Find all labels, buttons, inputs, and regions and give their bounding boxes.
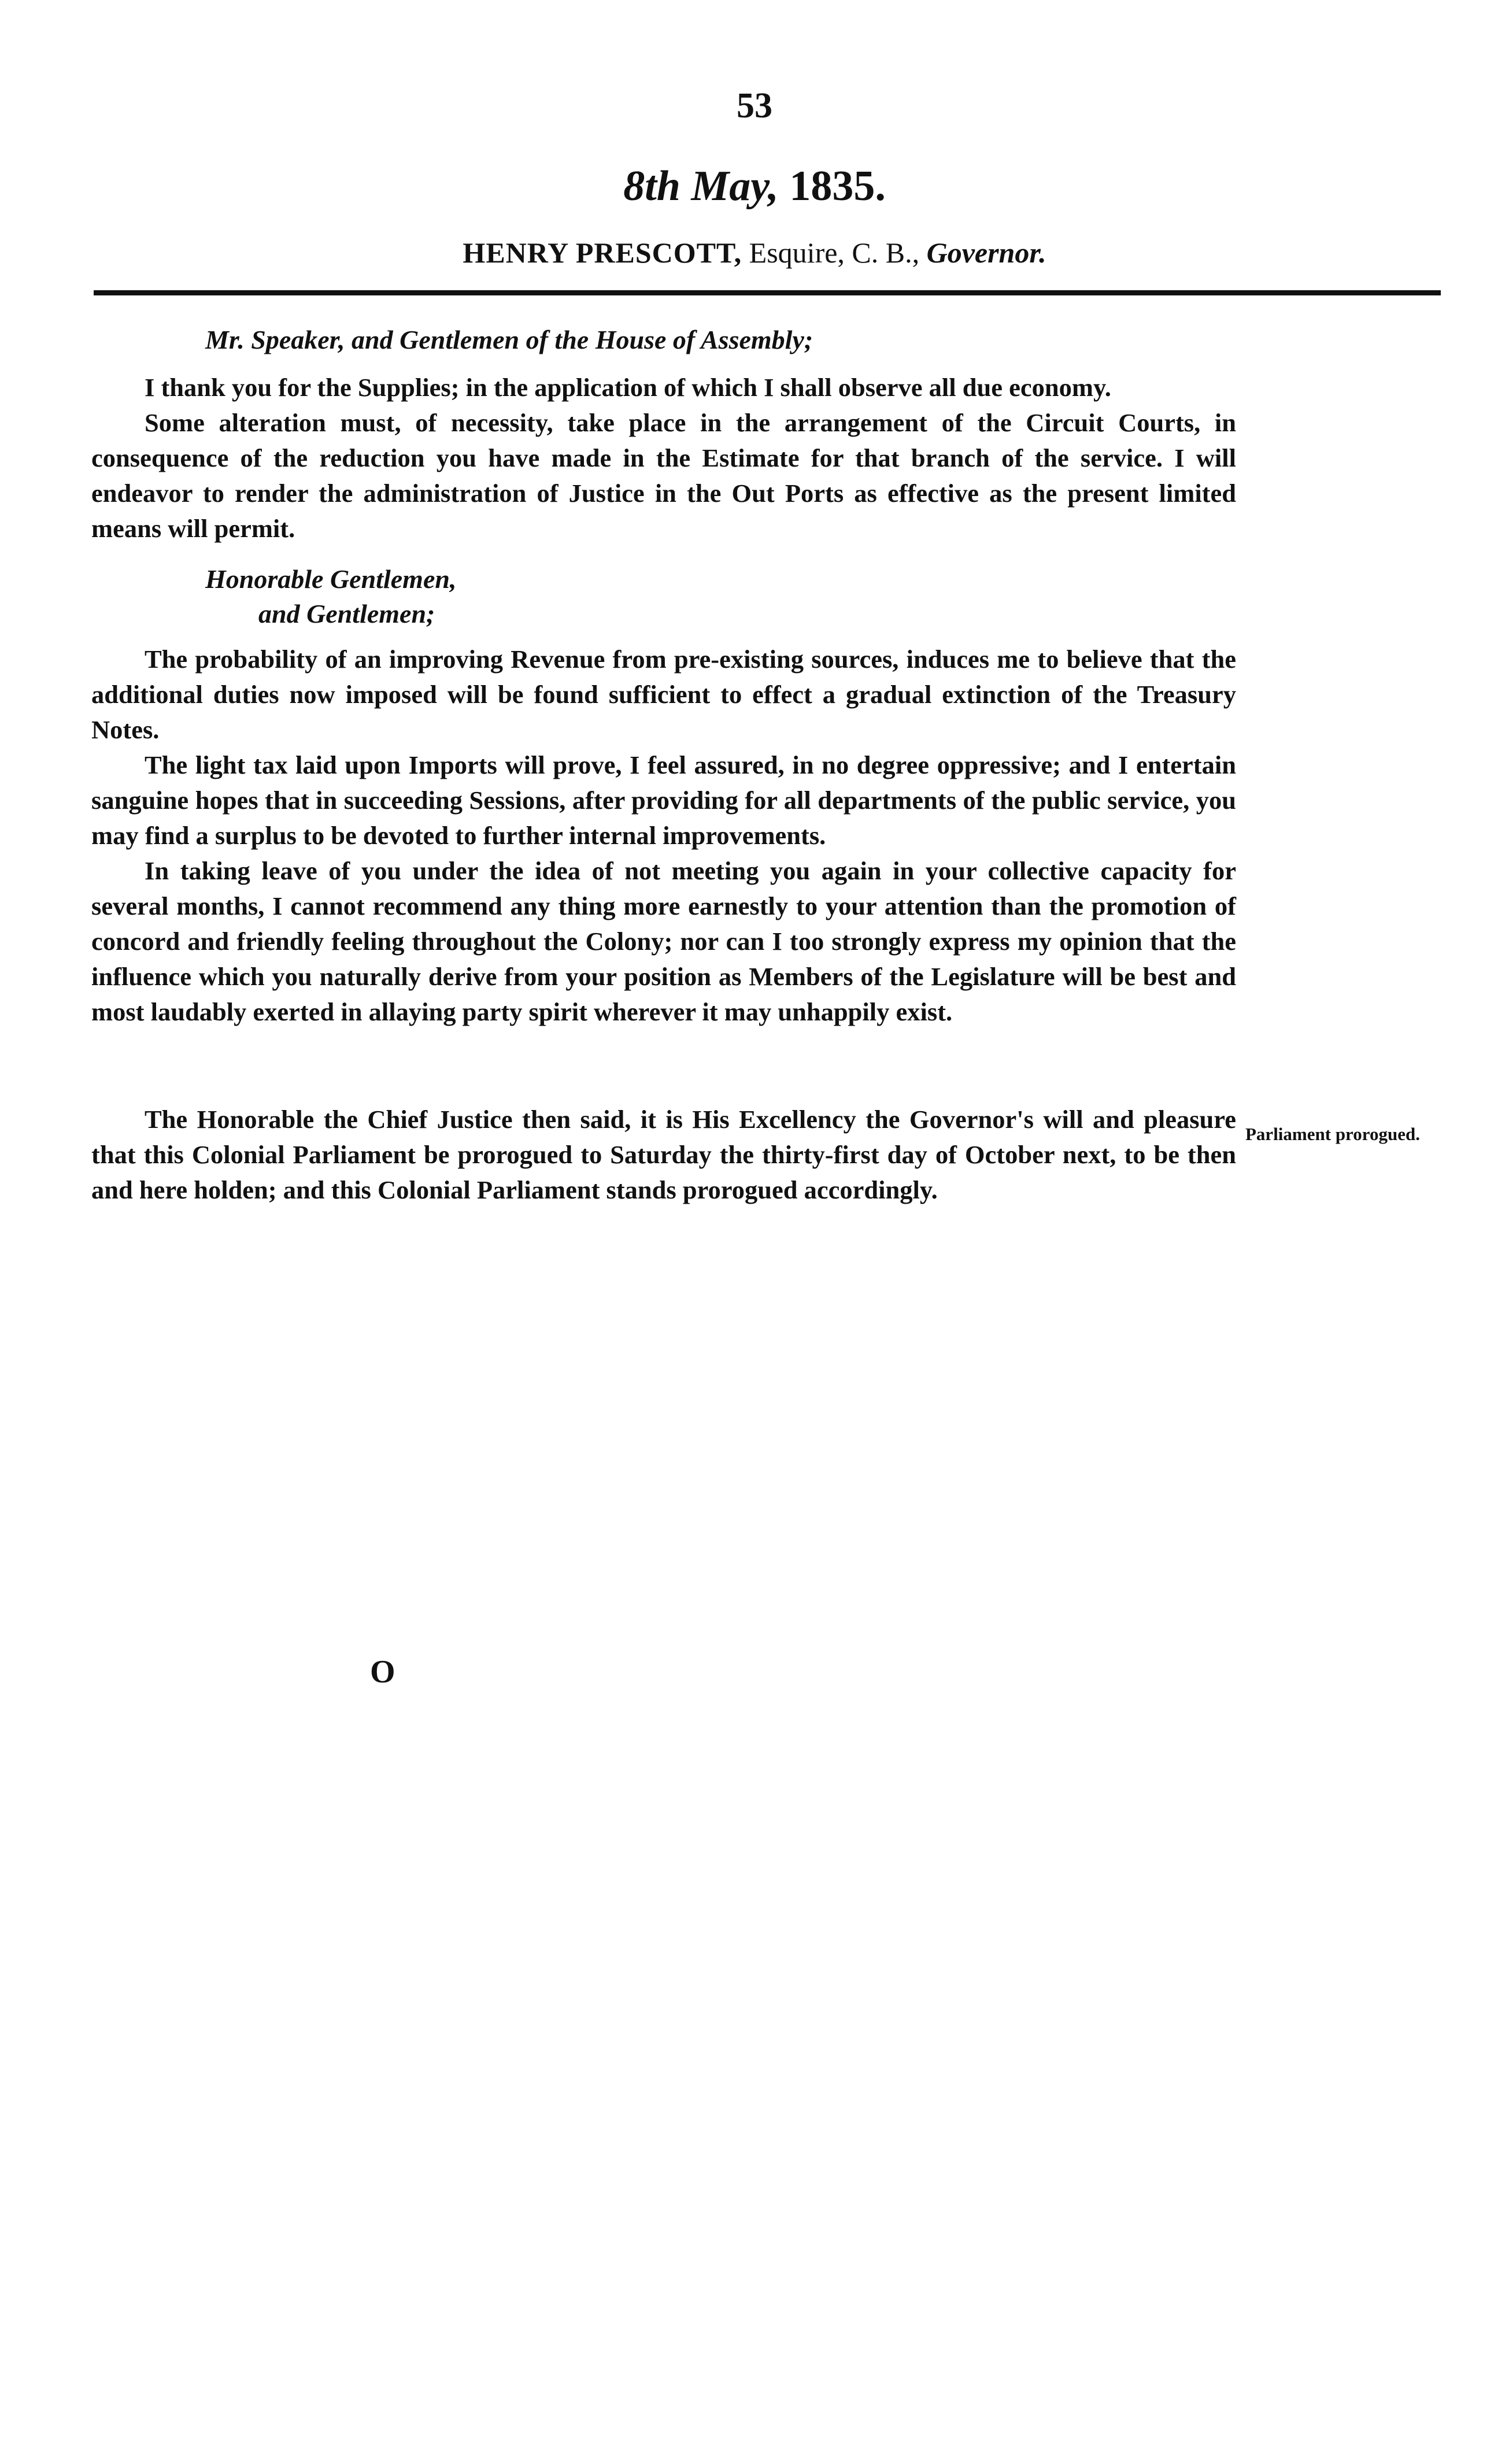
paragraph-imports: The light tax laid upon Imports will prove, I feel assured, in no degree oppressive; and I entertain sanguine hopes that in succeeding Sessions, after providing for all departments of the public service, you may find a surplus to be devoted to further internal improvements. — [91, 750, 1236, 850]
governor-heading — [0, 236, 1509, 269]
salutation-honorable — [205, 562, 456, 631]
paragraph-revenue: The probability of an improving Revenue from pre-existing sources, induces me to believe that the additional duties now imposed will be found sufficient to effect a gradual extinction of the Treasury Notes. — [91, 645, 1236, 744]
session-date — [0, 162, 1509, 211]
speech-section-1 — [91, 370, 1236, 546]
page-number: 53 — [737, 86, 772, 125]
end-mark: O — [370, 1654, 395, 1690]
paragraph-prorogation: The Honorable the Chief Justice then said, it is His Excellency the Governor's will and pleasure that this Colonial Parliament be prorogued to Saturday the thirty-first day of October next, to be then and here holden; and this Colonial Parliament stands prorogued accordingly. — [91, 1105, 1236, 1204]
paragraph-supplies: I thank you for the Supplies; in the application of which I shall observe all due economy. — [145, 373, 1111, 402]
session-date-day: 8th May, — [623, 162, 779, 210]
closing-section — [91, 1102, 1236, 1208]
heading-rule — [94, 290, 1441, 295]
margin-note: Parliament prorogued. — [1245, 1124, 1420, 1144]
salutation-line-1: Honorable Gentlemen, — [205, 564, 457, 594]
governor-title: Esquire, C. B., — [749, 236, 920, 269]
governor-name: HENRY PRESCOTT, — [463, 236, 742, 269]
paragraph-leave: In taking leave of you under the idea of not meeting you again in your collective capacity for several months, I cannot recommend any thing more earnestly to your attention than the promotion of concord and friendly feeling throughout the Colony; nor can I too strongly express my opinion that the influence which you naturally derive from your position as Members of the Legislature will be best and most laudably exerted in allaying party spirit wherever it may unhappily exist. — [91, 856, 1236, 1026]
salutation-speaker: Mr. Speaker, and Gentlemen of the House of Assembly; — [205, 325, 813, 354]
governor-role: Governor. — [926, 236, 1046, 269]
paragraph-circuit-courts: Some alteration must, of necessity, take place in the arrangement of the Circuit Courts, in consequence of the reduction you have made in the Estimate for that branch of the service. I will endeavor to render the administration of Justice in the Out Ports as effective as the present limited means will permit. — [91, 408, 1236, 543]
session-date-year: 1835. — [789, 162, 886, 210]
speech-section-2 — [91, 642, 1236, 1030]
salutation-line-2: and Gentlemen; — [258, 599, 435, 628]
